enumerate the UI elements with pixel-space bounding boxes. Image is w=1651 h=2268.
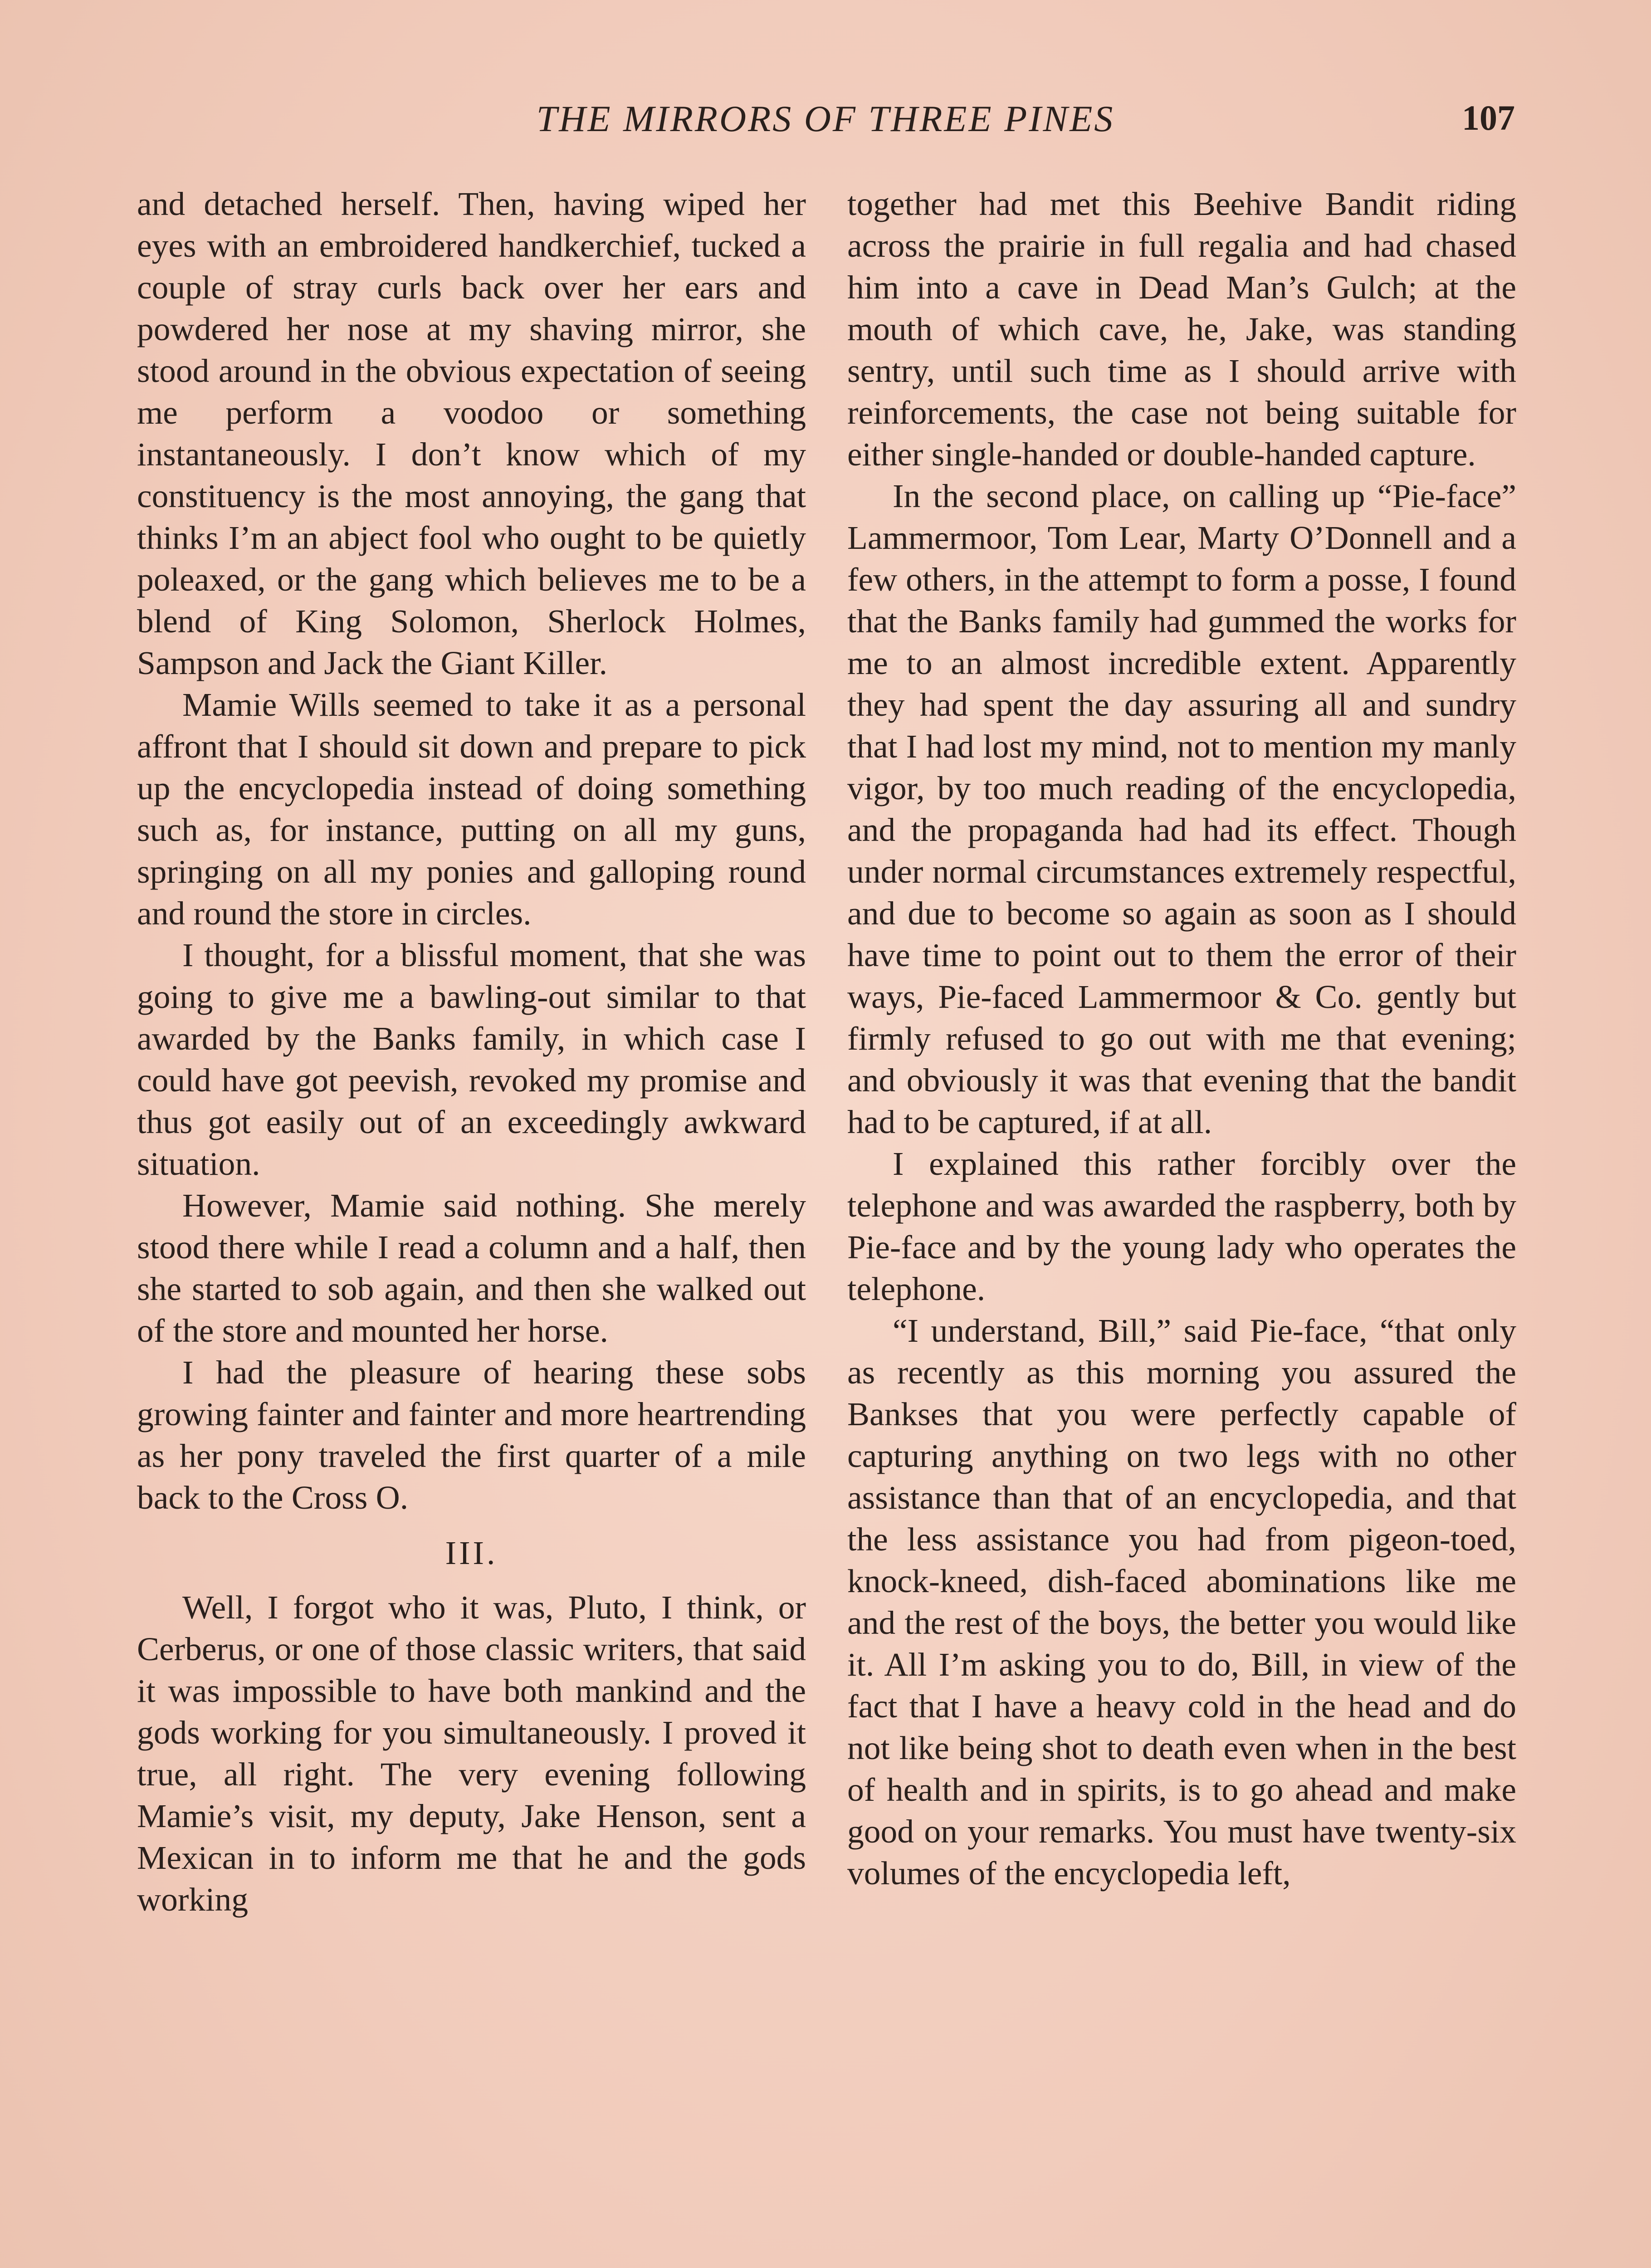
paragraph: I had the pleasure of hearing these sobs growing fainter and fainter and more heartrending as her pony traveled the first quarter of a mile back to the Cross O.	[137, 1354, 806, 1516]
paragraph: I explained this rather forcibly over the telephone and was awarded the raspberry, both by Pie-face and by the young lady who operates the telephone.	[847, 1145, 1516, 1307]
section-heading: III.	[445, 1535, 498, 1571]
left-column	[137, 183, 806, 1921]
paragraph: I thought, for a blissful moment, that she was going to give me a bawling-out similar to that awarded by the Banks family, in which case I could have got peevish, revoked my promise and thus got easily out of an exceedingly awkward situation.	[137, 937, 806, 1182]
running-title: THE MIRRORS OF THREE PINES	[536, 98, 1115, 139]
paragraph: However, Mamie said nothing. She merely stood there while I read a column and a half, then she started to sob again, and then she walked out of the store and mounted her horse.	[137, 1187, 806, 1349]
paragraph: Mamie Wills seemed to take it as a personal affront that I should sit down and prepare to pick up the encyclopedia instead of doing something such as, for instance, putting on all my guns, springing on all my ponies and galloping round and round the store in circles.	[137, 686, 806, 932]
page-header	[136, 98, 1515, 147]
right-column	[847, 183, 1516, 1894]
page-number: 107	[1462, 98, 1515, 137]
paragraph: together had met this Beehive Bandit riding across the prairie in full regalia and had chased him into a cave in Dead Man’s Gulch; at the mouth of which cave, he, Jake, was standing sentry, until such time as I should arrive with reinforcements, the case not being suitable for either single-handed or double-handed capture.	[847, 186, 1516, 473]
paragraph: In the second place, on calling up “Pie-face” Lammermoor, Tom Lear, Marty O’Donnell and a few others, in the attempt to form a posse, I found that the Banks family had gummed the works for me to an almost incredible extent. Apparently they had spent the day assuring all and sundry that I had lost my mind, not to mention my manly vigor, by too much reading of the encyclopedia, and the propaganda had had its effect. Though under normal circumstances extremely respectful, and due to become so again as soon as I should have time to point out to them the error of their ways, Pie-faced Lammermoor & Co. gently but firmly refused to go out with me that evening; and obviously it was that evening that the bandit had to be captured, if at all.	[847, 478, 1516, 1140]
paragraph: “I understand, Bill,” said Pie-face, “that only as recently as this morning you assured the Bankses that you were perfectly capable of capturing anything on two legs with no other assistance than that of an encyclopedia, and that the less assistance you had from pigeon-toed, knock-kneed, dish-faced abominations like me and the rest of the boys, the better you would like it. All I’m asking you to do, Bill, in view of the fact that I have a heavy cold in the head and do not like being shot to death even when in the best of health and in spirits, is to go ahead and make good on your remarks. You must have twenty-six volumes of the encyclopedia left,	[847, 1312, 1516, 1892]
paragraph: Well, I forgot who it was, Pluto, I think, or Cerberus, or one of those classic writers, that said it was impossible to have both mankind and the gods working for you simultaneously. I proved it true, all right. The very evening following Mamie’s visit, my deputy, Jake Henson, sent a Mexican in to inform me that he and the gods working	[137, 1589, 806, 1918]
paragraph: and detached herself. Then, having wiped her eyes with an embroidered handkerchief, tucked a couple of stray curls back over her ears and powdered her nose at my shaving mirror, she stood around in the obvious expectation of seeing me perform a voodoo or something instantaneously. I don’t know which of my constituency is the most annoying, the gang that thinks I’m an abject fool who ought to be quietly poleaxed, or the gang which believes me to be a blend of King Solomon, Sherlock Holmes, Sampson and Jack the Giant Killer.	[137, 186, 806, 681]
